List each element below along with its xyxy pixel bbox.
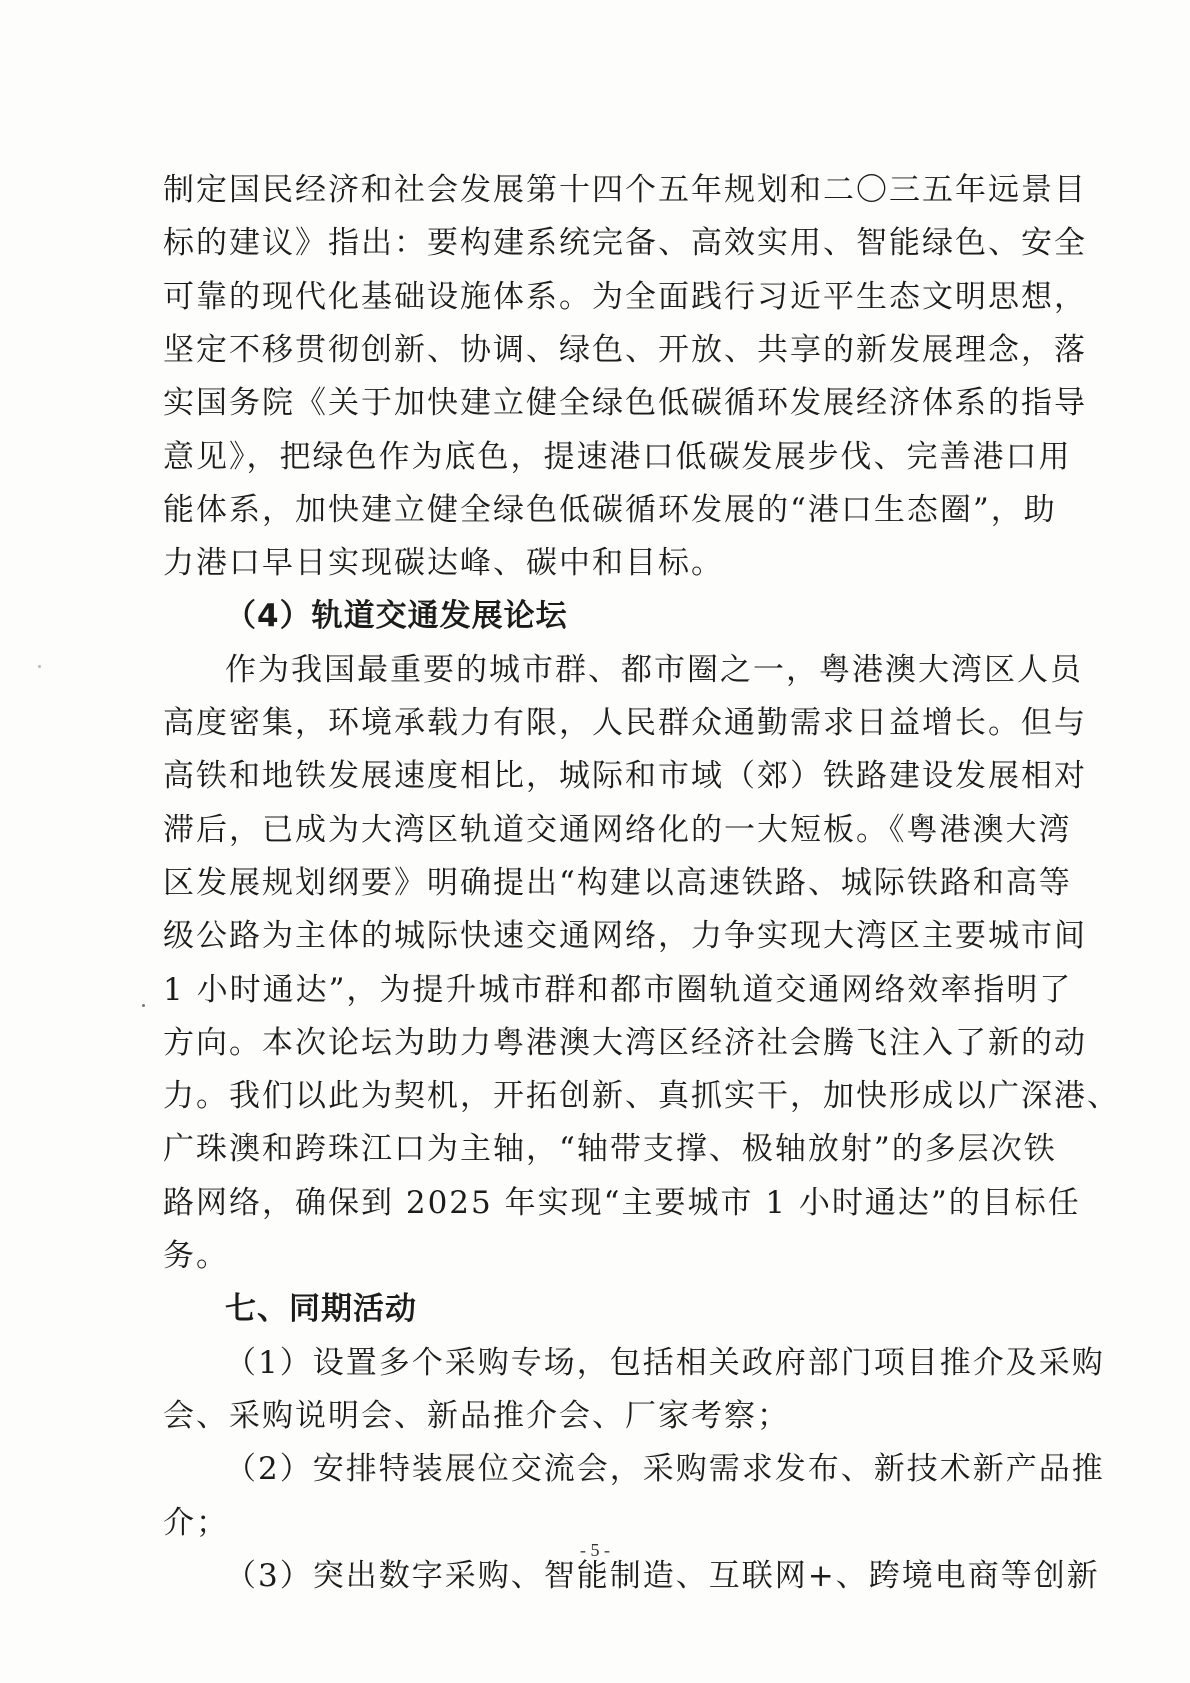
paragraph-line: 制定国民经济和社会发展第十四个五年规划和二〇三五年远景目 (163, 172, 1087, 208)
paragraph-line: 力。我们以此为契机，开拓创新、真抓实干，加快形成以广深港、 (163, 1078, 1120, 1115)
paragraph-line: （1）设置多个采购专场，包括相关政府部门项目推介及采购 (225, 1344, 1105, 1381)
paragraph-line: 高度密集，环境承载力有限，人民群众通勤需求日益增长。但与 (163, 705, 1087, 741)
paragraph-line: 区发展规划纲要》明确提出“构建以高速铁路、城际铁路和高等 (163, 864, 1072, 901)
paragraph-line: 会、采购说明会、新品推介会、厂家考察； (163, 1397, 790, 1434)
paragraph-line: （2）安排特装展位交流会，采购需求发布、新技术新产品推 (225, 1451, 1105, 1488)
paragraph-line: 介； (163, 1504, 229, 1541)
paragraph-line: 级公路为主体的城际快速交通网络，力争实现大湾区主要城市间 (163, 918, 1087, 955)
paragraph-line: 实国务院《关于加快建立健全绿色低碳循环发展经济体系的指导 (163, 385, 1087, 422)
paragraph-line: 滞后，已成为大湾区轨道交通网络化的一大短板。《粤港澳大湾 (163, 811, 1072, 848)
paragraph-line: 广珠澳和跨珠江口为主轴，“轴带支撑、极轴放射”的多层次铁 (163, 1131, 1057, 1168)
section-heading: （4）轨道交通发展论坛 (225, 598, 568, 635)
paragraph-line: 坚定不移贯彻创新、协调、绿色、开放、共享的新发展理念，落 (163, 331, 1087, 368)
scan-speck (142, 1004, 145, 1007)
paragraph-line: 力港口早日实现碳达峰、碳中和目标。 (163, 545, 724, 582)
paragraph-line: 路网络，确保到 2025 年实现“主要城市 1 小时通达”的目标任 (163, 1184, 1081, 1221)
section-heading: 七、同期活动 (225, 1291, 417, 1328)
paragraph-line: 1 小时通达”，为提升城市群和都市圈轨道交通网络效率指明了 (163, 971, 1073, 1008)
paragraph-line: 务。 (163, 1238, 229, 1274)
paragraph-line: 方向。本次论坛为助力粤港澳大湾区经济社会腾飞注入了新的动 (163, 1024, 1087, 1061)
paragraph-line: （3）突出数字采购、智能制造、互联网+、跨境电商等创新 (225, 1557, 1100, 1594)
paragraph-line: 作为我国最重要的城市群、都市圈之一，粤港澳大湾区人员 (225, 651, 1083, 688)
paragraph-line: 意见》，把绿色作为底色，提速港口低碳发展步伐、完善港口用 (163, 438, 1072, 475)
paragraph-line: 能体系，加快建立健全绿色低碳循环发展的“港口生态圈”，助 (163, 491, 1057, 528)
paragraph-line: 高铁和地铁发展速度相比，城际和市域（郊）铁路建设发展相对 (163, 758, 1087, 795)
page-number: - 5 - (580, 1540, 610, 1560)
paragraph-line: 可靠的现代化基础设施体系。为全面践行习近平生态文明思想， (163, 278, 1087, 315)
scan-speck (38, 665, 41, 668)
paragraph-line: 标的建议》指出：要构建系统完备、高效实用、智能绿色、安全 (163, 225, 1087, 262)
